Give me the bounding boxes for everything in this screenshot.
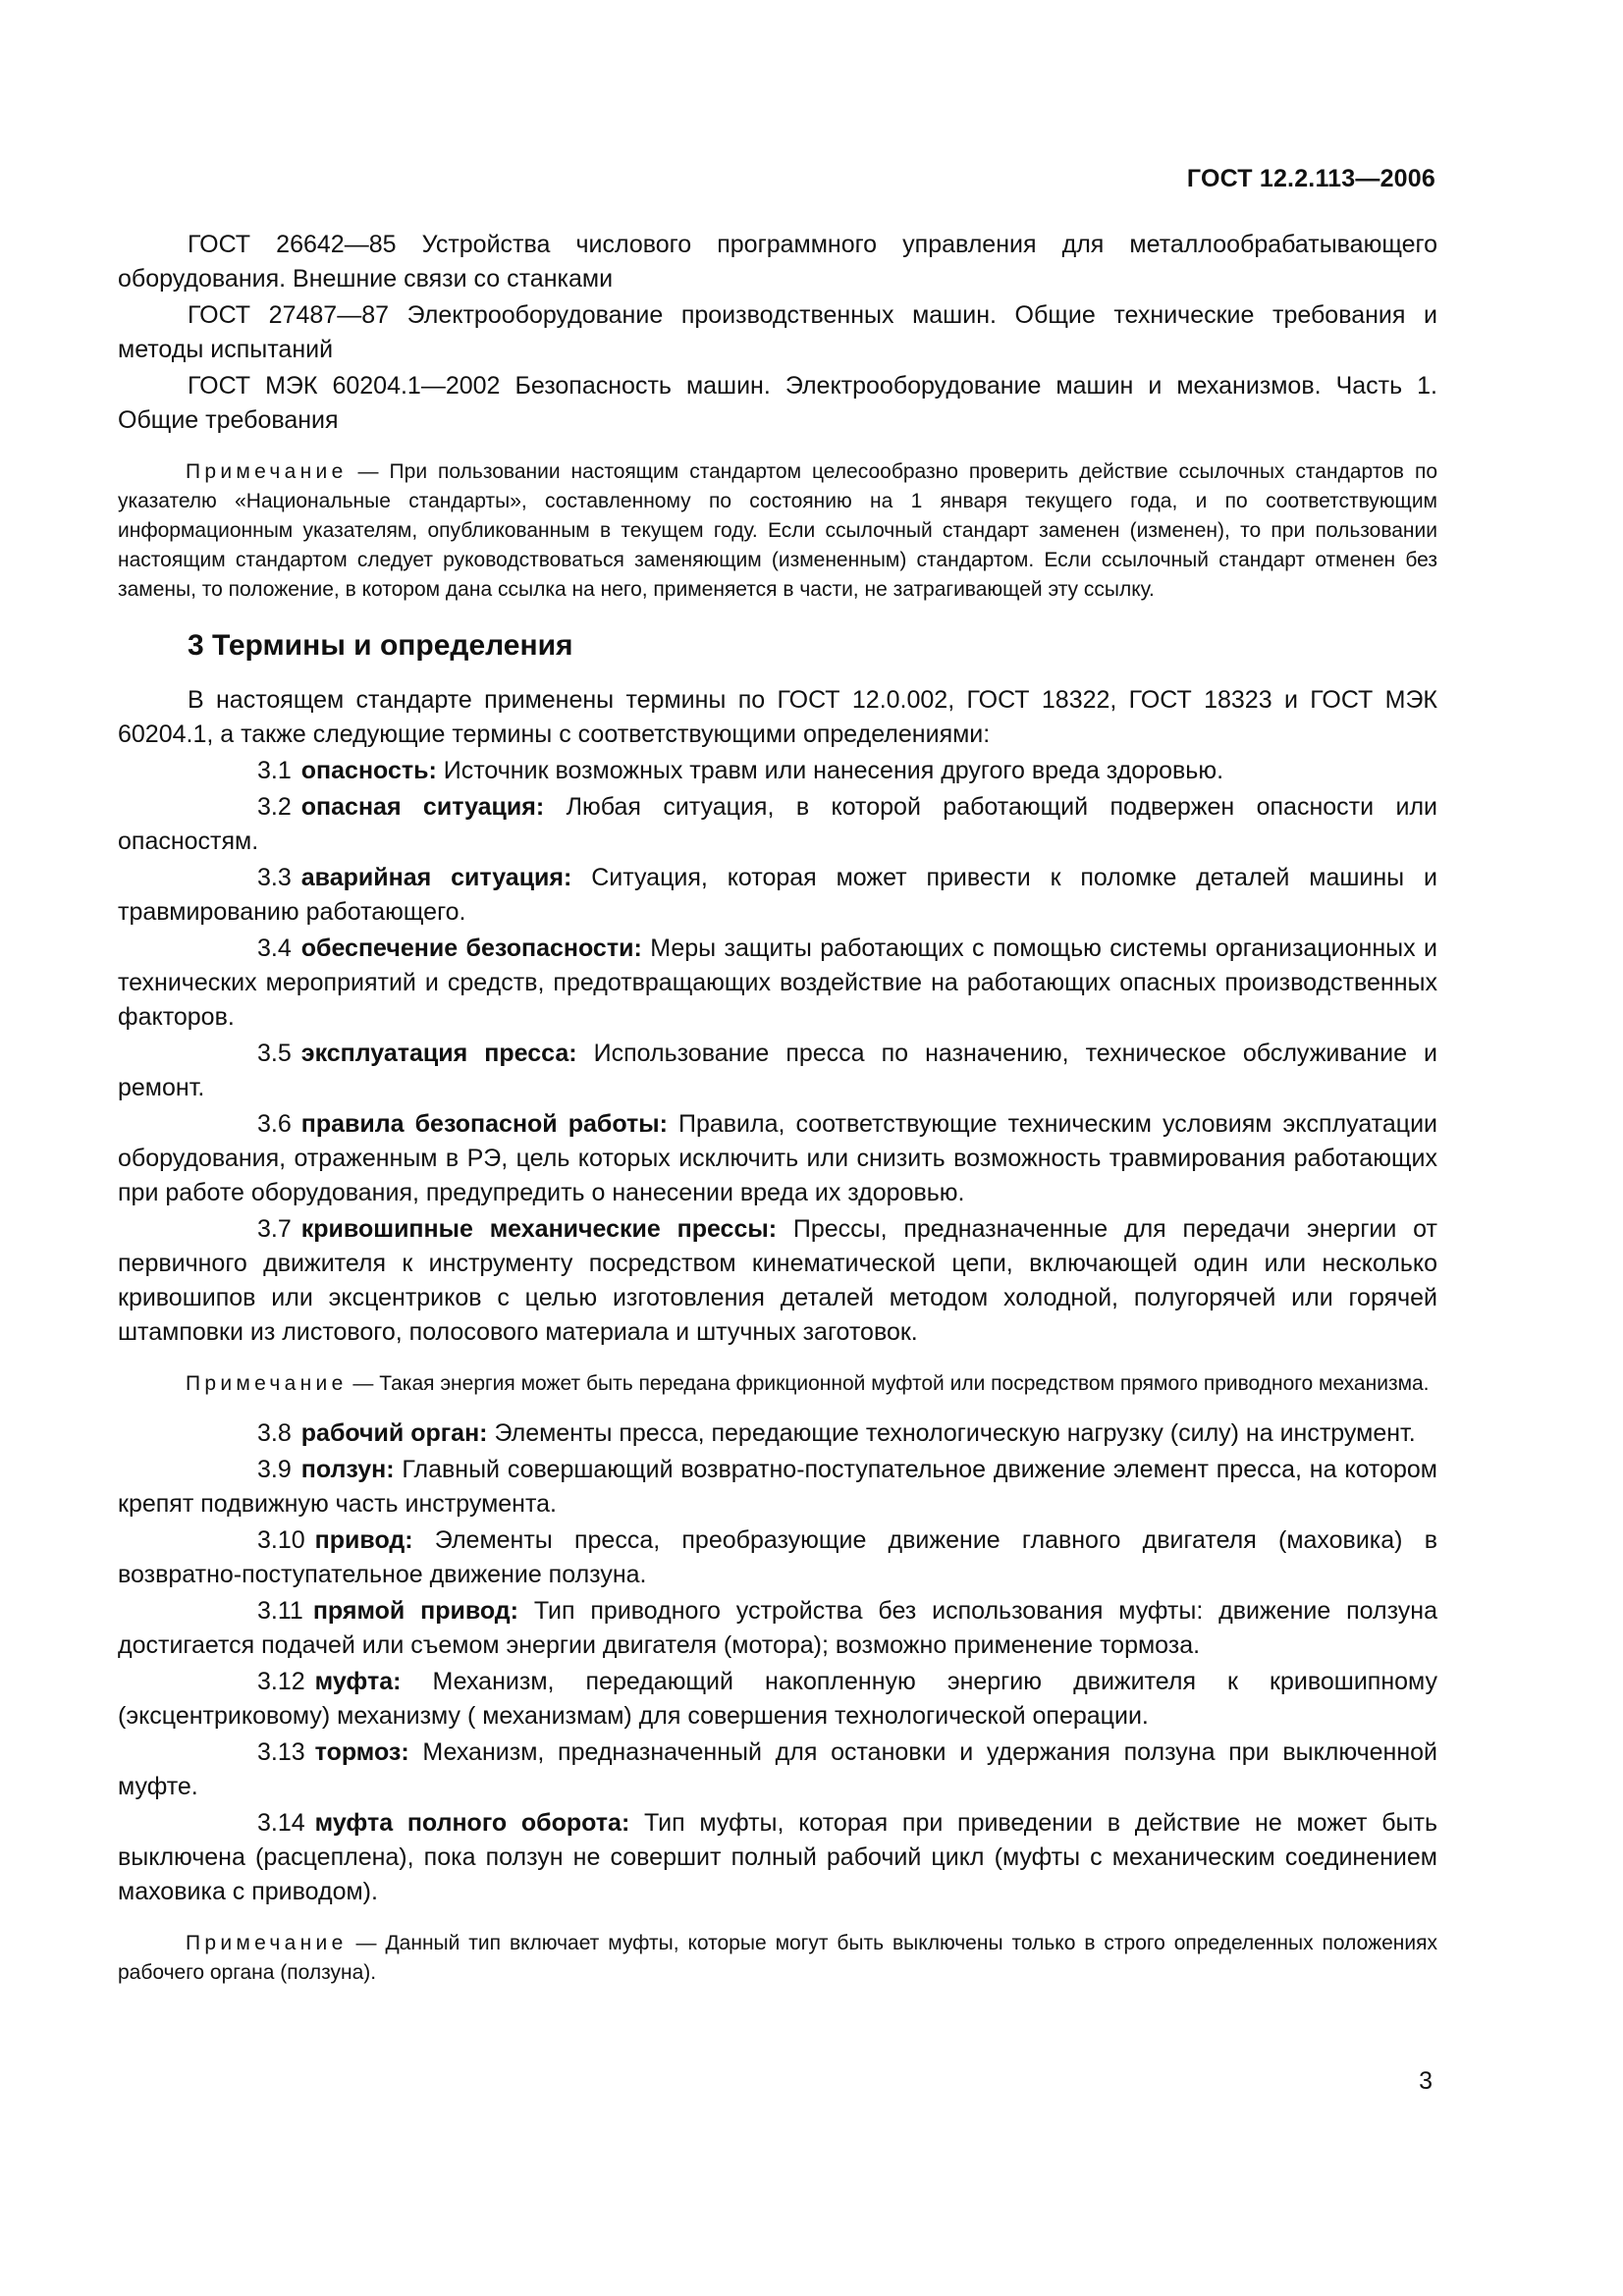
term-definition (118, 1037, 1437, 1105)
term-name: обеспечение безопасности: (300, 934, 642, 962)
term-definition (118, 1806, 1437, 1909)
term-name: эксплуатация пресса: (300, 1040, 577, 1067)
term-text: Главный совершающий возвратно-поступательное движение элемент пресса, на котором крепят подвижную часть инструмента. (118, 1456, 1437, 1518)
term-definition (118, 1665, 1437, 1734)
term-text: Источник возможных травм или нанесения другого вреда здоровью. (436, 757, 1224, 784)
term-definition (118, 861, 1437, 930)
note-text: — При пользовании настоящим стандартом целесообразно проверить действие ссылочных стандартов по указателю «Национальные стандарты», составленному по состоянию на 1 января текущего года, и по соответствующим информационным указателям, опубликованным в текущем году. Если ссылочный стандарт заменен (изменен), то при пользовании настоящим стандартом следует руководствоваться заменяющим (измененным) стандартом. Если ссылочный стандарт отменен без замены, то положение, в котором дана ссылка на него, применяется в части, не затрагивающей эту ссылку. (118, 460, 1437, 601)
term-text: Механизм, предназначенный для остановки и удержания ползуна при выключенной муфте. (118, 1738, 1437, 1800)
note-label: Примечание (186, 1932, 348, 1954)
term-number: 3.12 (257, 1668, 305, 1695)
term-definition (118, 790, 1437, 859)
term-number: 3.3 (257, 864, 292, 891)
terms-list-a (118, 754, 1437, 1350)
term-text: Тип муфты, которая при приведении в действие не может быть выключена (расцеплена), пока ползун не совершит полный рабочий цикл (муфты с механическим соединением маховика с приводом). (118, 1809, 1437, 1905)
page-content (118, 228, 1437, 1988)
note-references (118, 457, 1437, 605)
note-label: Примечание (186, 460, 348, 483)
term-text: Прессы, предназначенные для передачи энергии от первичного движителя к инструменту посредством кинематической цепи, включающей один или несколько кривошипов или эксцентриков с целью изготовления деталей методом холодной, полугорячей или горячей штамповки из листового, полосового материала и штучных заготовок. (118, 1215, 1437, 1346)
term-number: 3.2 (257, 793, 292, 821)
terms-list-b (118, 1416, 1437, 1909)
term-number: 3.14 (257, 1809, 305, 1837)
term-name: тормоз: (314, 1738, 409, 1766)
term-text: Механизм, передающий накопленную энергию движителя к кривошипному (эксцентриковому) механизму ( механизмам) для совершения технологической операции. (118, 1668, 1437, 1730)
term-number: 3.5 (257, 1040, 292, 1067)
term-name: муфта: (314, 1668, 402, 1695)
term-number: 3.6 (257, 1110, 292, 1138)
term-definition (118, 1523, 1437, 1592)
term-text: Тип приводного устройства без использования муфты: движение ползуна достигается подачей или съемом энергии двигателя (мотора); возможно применение тормоза. (118, 1597, 1437, 1659)
note-label: Примечание (186, 1372, 348, 1395)
term-number: 3.7 (257, 1215, 292, 1243)
term-name: привод: (314, 1526, 413, 1554)
term-number: 3.1 (257, 757, 292, 784)
note-text: — Такая энергия может быть передана фрикционной муфтой или посредством прямого приводного механизма. (347, 1372, 1430, 1395)
term-definition (118, 1594, 1437, 1663)
page-number: 3 (1419, 2067, 1433, 2095)
note-term-3-7 (118, 1369, 1437, 1399)
term-text: Использование пресса по назначению, техническое обслуживание и ремонт. (118, 1040, 1437, 1101)
section-intro: В настоящем стандарте применены термины по ГОСТ 12.0.002, ГОСТ 18322, ГОСТ 18323 и ГОСТ МЭК 60204.1, а также следующие термины с соответствующими определениями: (118, 686, 1437, 748)
term-name: рабочий орган: (300, 1419, 488, 1447)
term-number: 3.8 (257, 1419, 292, 1447)
term-definition (118, 932, 1437, 1035)
note-term-3-14 (118, 1929, 1437, 1988)
term-number: 3.10 (257, 1526, 305, 1554)
term-number: 3.4 (257, 934, 292, 962)
term-text: Ситуация, которая может привести к поломке деталей машины и травмированию работающего. (118, 864, 1437, 926)
reference-item: ГОСТ МЭК 60204.1—2002 Безопасность машин. Электрооборудование машин и механизмов. Часть 1. Общие требования (118, 372, 1437, 434)
term-number: 3.13 (257, 1738, 305, 1766)
section-heading: 3 Термины и определения (188, 629, 573, 662)
note-text: — Данный тип включает муфты, которые могут быть выключены только в строго определенных положениях рабочего органа (ползуна). (118, 1932, 1437, 1984)
term-name: муфта полного оборота: (314, 1809, 630, 1837)
term-text: Любая ситуация, в которой работающий подвержен опасности или опасностям. (118, 793, 1437, 855)
term-definition (118, 1416, 1437, 1451)
term-number: 3.11 (257, 1597, 303, 1625)
term-text: Правила, соответствующие техническим условиям эксплуатации оборудования, отраженным в РЭ, цель которых исключить или снизить возможность травмирования работающих при работе оборудования, предупредить о нанесении вреда их здоровью. (118, 1110, 1437, 1206)
term-name: правила безопасной работы: (300, 1110, 668, 1138)
term-name: прямой привод: (312, 1597, 519, 1625)
term-definition (118, 754, 1437, 788)
standard-code-header: ГОСТ 12.2.113—2006 (1186, 165, 1435, 192)
term-name: кривошипные механические прессы: (300, 1215, 778, 1243)
term-name: опасность: (300, 757, 437, 784)
term-text: Элементы пресса, передающие технологическую нагрузку (силу) на инструмент. (487, 1419, 1416, 1447)
term-definition (118, 1107, 1437, 1210)
term-name: ползун: (300, 1456, 395, 1483)
term-name: опасная ситуация: (300, 793, 545, 821)
term-name: аварийная ситуация: (300, 864, 572, 891)
term-definition (118, 1735, 1437, 1804)
term-number: 3.9 (257, 1456, 292, 1483)
term-text: Меры защиты работающих с помощью системы организационных и технических мероприятий и средств, предотвращающих воздействие на работающих опасных производственных факторов. (118, 934, 1437, 1031)
reference-item: ГОСТ 26642—85 Устройства числового программного управления для металлообрабатывающего оборудования. Внешние связи со станками (118, 231, 1437, 293)
term-text: Элементы пресса, преобразующие движение главного двигателя (маховика) в возвратно-поступательное движение ползуна. (118, 1526, 1437, 1588)
reference-item: ГОСТ 27487—87 Электрооборудование производственных машин. Общие технические требования и методы испытаний (118, 301, 1437, 363)
term-definition (118, 1212, 1437, 1350)
term-definition (118, 1453, 1437, 1522)
